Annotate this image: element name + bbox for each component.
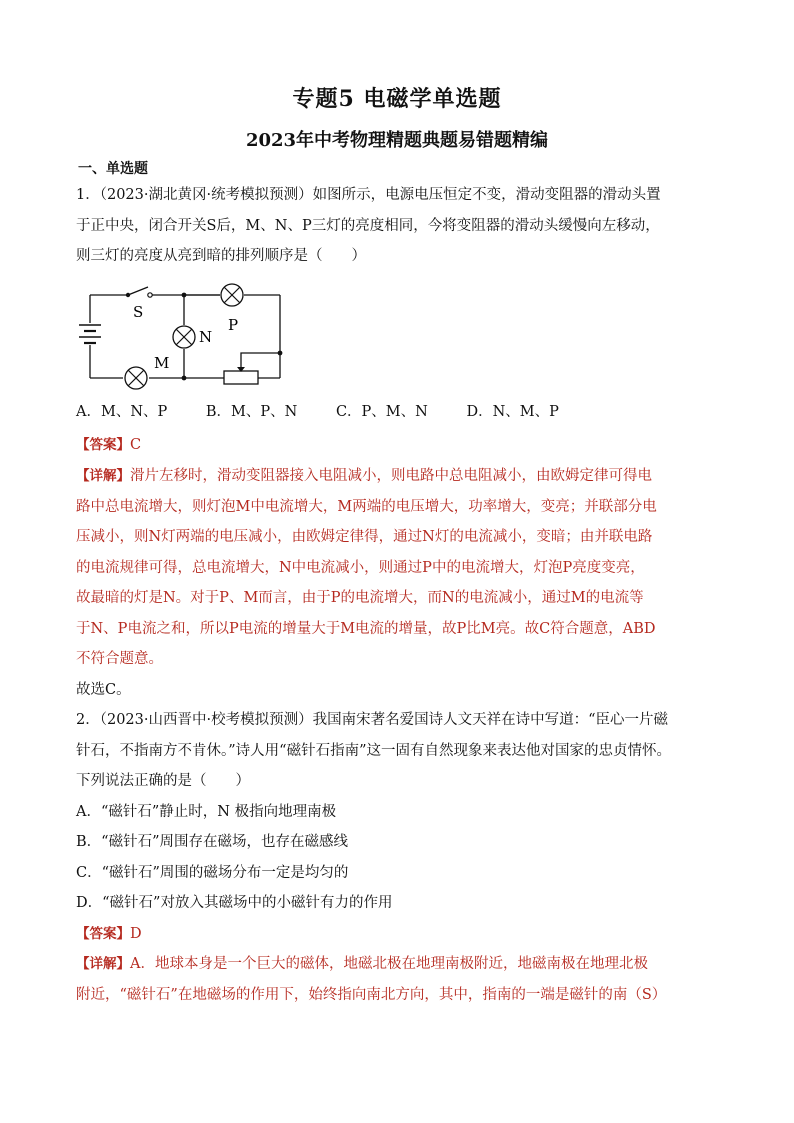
q2-option-c: C．“磁针石”周围的磁场分布一定是均匀的 bbox=[76, 864, 349, 881]
q2-detail-line: A．地球本身是一个巨大的磁体，地磁北极在地理南极附近，地磁南极在地理北极 bbox=[130, 956, 648, 972]
q1-detail bbox=[76, 461, 721, 705]
q2-stem-line: 2．（2023·山西晋中·校考模拟预测）我国南宋著名爱国诗人文天祥在诗中写道：“臣心一片磁 bbox=[76, 712, 669, 728]
lamp-m-icon bbox=[125, 367, 147, 389]
circuit-diagram bbox=[70, 283, 300, 395]
q1-detail-line: 滑片左移时，滑动变阻器接入电阻减小，则电路中总电阻减小，由欧姆定律可得电 bbox=[130, 468, 652, 484]
q1-stem-line: 1．（2023·湖北黄冈·统考模拟预测）如图所示，电源电压恒定不变，滑动变阻器的滑动头置 bbox=[76, 187, 661, 203]
q2-stem-line: 下列说法正确的是（ ） bbox=[76, 773, 250, 789]
q1-answer-tag: 【答案】 bbox=[76, 437, 130, 453]
lamp-p-icon bbox=[221, 284, 243, 306]
q1-detail-line: 于N、P电流之和，所以P电流的增量大于M电流的增量，故P比M亮。故C符合题意，ABD bbox=[76, 620, 656, 637]
q2-answer-value: D bbox=[130, 925, 142, 942]
lamp-n-label: N bbox=[199, 328, 213, 346]
q1-answer bbox=[76, 430, 721, 461]
q1-stem bbox=[76, 180, 721, 272]
q1-option-c: C．P、M、N bbox=[335, 404, 428, 420]
q1-conclusion: 故选C。 bbox=[76, 681, 131, 698]
q1-detail-line: 的电流规律可得，总电流增大，N中电流减小，则通过P中的电流增大，灯泡P亮度变亮， bbox=[76, 559, 645, 576]
lamp-m-label: M bbox=[154, 354, 170, 372]
q1-answer-value: C bbox=[130, 437, 142, 453]
q2-option-d: D．“磁针石”对放入其磁场中的小磁针有力的作用 bbox=[76, 895, 393, 911]
document-title: 专题5 电磁学单选题 bbox=[292, 86, 502, 112]
q1-stem-line: 则三灯的亮度从亮到暗的排列顺序是（ ） bbox=[76, 248, 366, 264]
q2-stem bbox=[76, 705, 721, 1010]
battery-symbol bbox=[79, 325, 101, 343]
lamp-p-label: P bbox=[228, 316, 239, 334]
q1-option-a: A．M、N、P bbox=[76, 404, 168, 420]
q2-stem-line: 针石，不指南方不肯休。”诗人用“磁针石指南”这一固有自然现象来表达他对国家的忠贞情怀。 bbox=[76, 742, 671, 759]
q1-stem-line: 于正中央，闭合开关S后，M、N、P三灯的亮度相同，今将变阻器的滑动头缓慢向左移动， bbox=[76, 217, 660, 234]
q2-detail-tag: 【详解】 bbox=[76, 956, 130, 972]
q1-detail-line: 路中总电流增大，则灯泡M中电流增大，M两端的电压增大，功率增大，变亮；并联部分电 bbox=[76, 498, 657, 515]
q1-detail-tag: 【详解】 bbox=[76, 468, 130, 484]
q2-option-b: B．“磁针石”周围存在磁场，也存在磁感线 bbox=[76, 834, 348, 850]
q1-option-b: B．M、P、N bbox=[205, 404, 298, 420]
q1-options bbox=[76, 400, 593, 421]
q1-option-d: D．N、M、P bbox=[466, 404, 559, 420]
document-subtitle: 2023年中考物理精题典题易错题精编 bbox=[245, 130, 549, 151]
rheostat-symbol bbox=[224, 367, 258, 384]
q2-answer-tag: 【答案】 bbox=[76, 925, 130, 942]
switch-symbol bbox=[126, 287, 152, 297]
q2-detail-line: 附近，“磁针石”在地磁场的作用下，始终指向南北方向，其中，指南的一端是磁针的南（S） bbox=[76, 986, 667, 1003]
q1-detail-line: 不符合题意。 bbox=[76, 651, 163, 667]
section-heading: 一、单选题 bbox=[78, 161, 148, 177]
switch-label: S bbox=[133, 303, 144, 321]
q1-detail-line: 故最暗的灯是N。对于P、M而言，由于P的电流增大，而N的电流减小，通过M的电流等 bbox=[76, 590, 644, 606]
q1-detail-line: 压减小，则N灯两端的电压减小，由欧姆定律得，通过N灯的电流减小，变暗；由并联电路 bbox=[76, 529, 653, 545]
q2-option-a: A．“磁针石”静止时，N 极指向地理南极 bbox=[76, 803, 337, 820]
lamp-n-icon bbox=[173, 326, 195, 348]
